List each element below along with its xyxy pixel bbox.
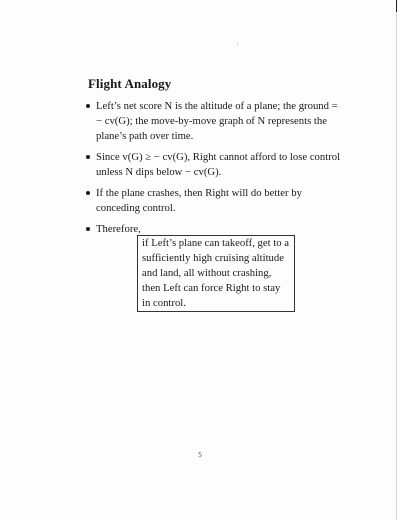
bullet-icon bbox=[86, 227, 90, 231]
bullet-icon bbox=[86, 191, 90, 195]
section-heading: Flight Analogy bbox=[88, 76, 172, 91]
bullet-item bbox=[86, 186, 342, 216]
bullet-text: If the plane crashes, then Right will do better by conceding control. bbox=[96, 187, 302, 214]
bullet-icon bbox=[86, 155, 90, 159]
bullet-list bbox=[86, 99, 342, 243]
bullet-text: Left’s net score N is the altitude of a plane; the ground = − cv(G); the move-by-move graph of N represents the plane’s path over time. bbox=[96, 100, 338, 142]
bullet-item bbox=[86, 150, 342, 180]
bullet-icon bbox=[86, 104, 90, 108]
bullet-text: Since v(G) ≥ − cv(G), Right cannot afford to lose control unless N dips below − cv(G). bbox=[96, 151, 341, 178]
bullet-text: Therefore, bbox=[96, 223, 141, 235]
page-number: 5 bbox=[198, 451, 202, 459]
page-edge-line bbox=[396, 0, 397, 520]
scan-speck bbox=[237, 44, 238, 45]
boxed-conclusion: if Left’s plane can takeoff, get to a sufficiently high cruising altitude and land, all without crashing, then Left can force Right to stay in control. bbox=[137, 235, 295, 312]
bullet-item bbox=[86, 99, 342, 144]
